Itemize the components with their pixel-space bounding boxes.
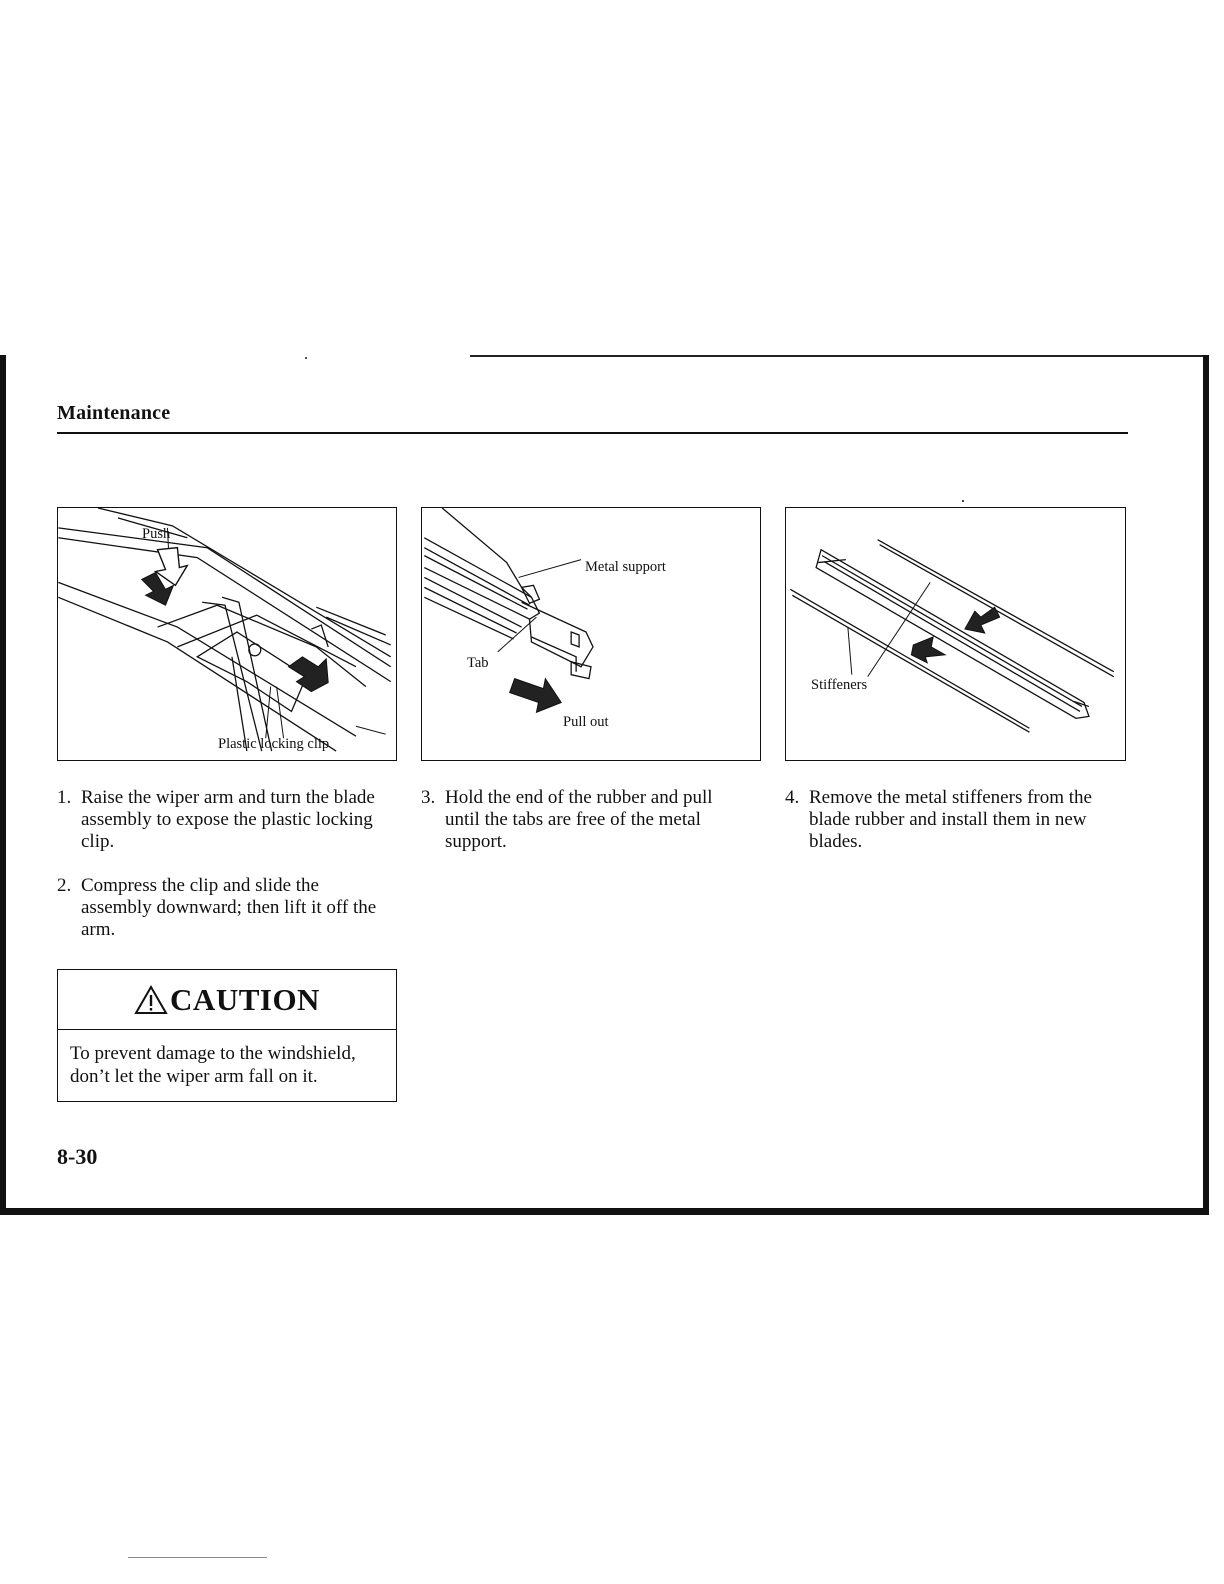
page-number: 8-30 [57,1144,98,1169]
step-text-line: Raise the wiper arm and turn the blade [81,787,375,808]
page-frame-right [1203,355,1209,1211]
step-3 [421,787,761,857]
section-title: Maintenance [57,402,171,424]
scan-speck [305,357,307,359]
stiffeners-illustration [786,508,1125,760]
step-text-line: blade rubber and install them in new [809,809,1087,830]
caution-text [70,1042,390,1088]
step-text-line: Remove the metal stiffeners from the [809,787,1092,808]
callout-stiffeners: Stiffeners [811,677,868,693]
step-text-line: assembly to expose the plastic locking [81,809,373,830]
scan-underline [128,1557,267,1558]
page-frame-bottom [0,1208,1209,1215]
step-1 [57,787,397,857]
step-text-line: support. [445,831,507,852]
page-frame-left [0,355,6,1211]
warning-triangle-icon [134,985,168,1015]
step-text-line: arm. [81,919,116,940]
callout-push: Push [142,526,171,542]
figure-release-clip [57,507,397,761]
step-4 [785,787,1125,857]
step-2 [57,875,397,945]
step-text-line: until the tabs are free of the metal [445,809,701,830]
callout-plastic-locking-clip: Plastic locking clip [218,736,330,752]
wiper-arm-illustration [58,508,396,760]
caution-title: CAUTION [170,981,320,1017]
callout-tab: Tab [467,655,489,671]
caution-text-line: To prevent damage to the windshield, [70,1043,356,1064]
step-text-line: Compress the clip and slide the [81,875,319,896]
step-number: 3. [421,787,436,808]
step-number: 1. [57,787,72,808]
title-rule [57,432,1128,434]
callout-pull-out: Pull out [563,714,609,730]
step-text-line: blades. [809,831,863,852]
figure-pull-rubber [421,507,761,761]
page-frame-top [470,355,1209,357]
step-text-line: Hold the end of the rubber and pull [445,787,713,808]
caution-header [58,970,396,1030]
step-number: 2. [57,875,72,896]
caution-text-line: don’t let the wiper arm fall on it. [70,1066,318,1087]
callout-metal-support: Metal support [585,559,666,575]
caution-box [57,969,397,1102]
step-text-line: assembly downward; then lift it off the [81,897,377,918]
step-text-line: clip. [81,831,115,852]
figure-stiffeners [785,507,1126,761]
step-number: 4. [785,787,800,808]
scan-speck [962,500,964,502]
